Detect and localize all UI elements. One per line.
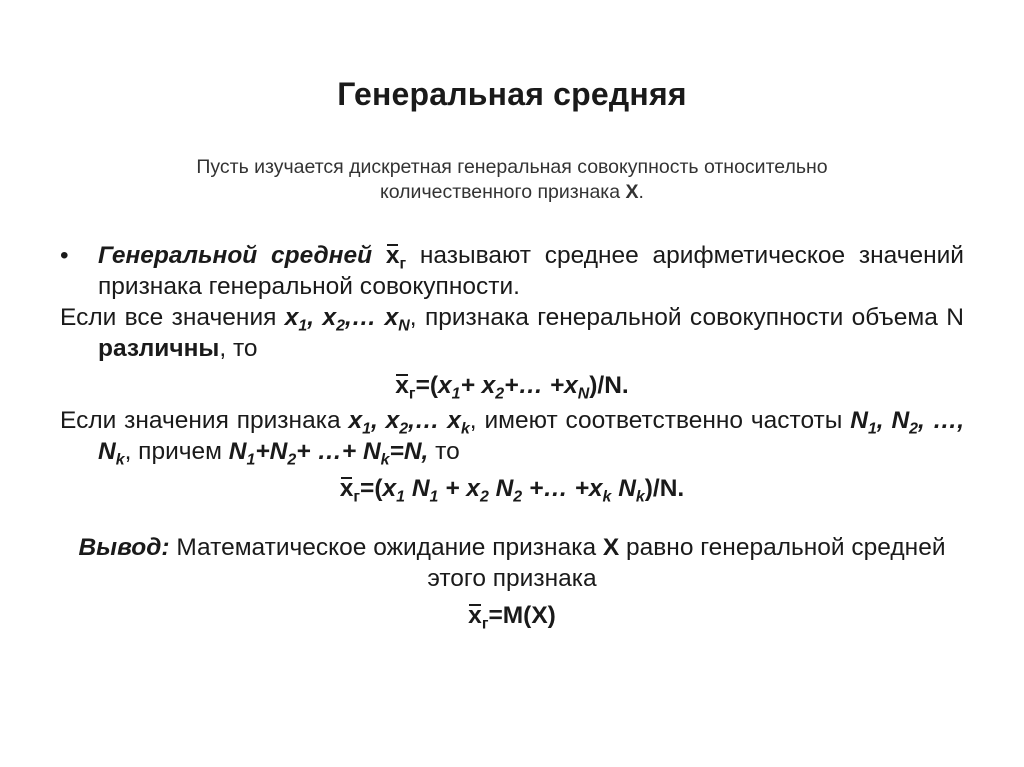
- case-distinct-values: Если все значения $x_1$, $x_2,\dots$ $x_N$, признака генеральной совокупности объема N различны, то: [60, 304, 964, 362]
- distinct-keyword: различны: [98, 335, 220, 362]
- conclusion-label: Вывод:: [78, 534, 170, 561]
- bullet-mark: •: [60, 242, 69, 269]
- formula-conclusion: $x_г=M(X)$: [468, 602, 556, 633]
- definition-bullet: • Генеральной средней $x_г$ называют среднее арифметическое значений признака генеральной совокупности.: [60, 242, 964, 300]
- formula-simple-mean: $x_г=(x_1+$ $x_2+\dots +x_N)/N$.: [395, 372, 629, 403]
- mean-symbol: x: [385, 242, 400, 269]
- slide-title: Генеральная средняя: [337, 76, 687, 112]
- subtitle-period: .: [638, 181, 644, 203]
- case-frequencies: Если значения признака $x_1$, $x_2,\dots$ $x_k$, имеют соответственно частоты $N_1$, $N_2$, …, $N_k$, причем $N_1+N_2+$ …+ $N_k=N$, то: [60, 407, 965, 469]
- formula-weighted-mean: $x_г=(x_1$ $N_1 + x_2$ $N_2$ +… $+x_k$ $N_k)/N$.: [339, 475, 685, 506]
- definition-term: Генеральной средней: [98, 242, 373, 269]
- subtitle-line-1: Пусть изучается дискретная генеральная совокупность относительно: [196, 156, 828, 178]
- definition-text: называют среднее арифметическое значений признака генеральной совокупности.: [98, 242, 964, 300]
- slide-subtitle: [60, 155, 964, 205]
- subtitle-variable-x: X: [625, 181, 639, 203]
- subtitle-line-2: количественного признака: [380, 181, 626, 203]
- slide-body: [60, 240, 964, 635]
- conclusion: Вывод: Математическое ожидание признака X равно генеральной средней этого признака: [78, 534, 946, 592]
